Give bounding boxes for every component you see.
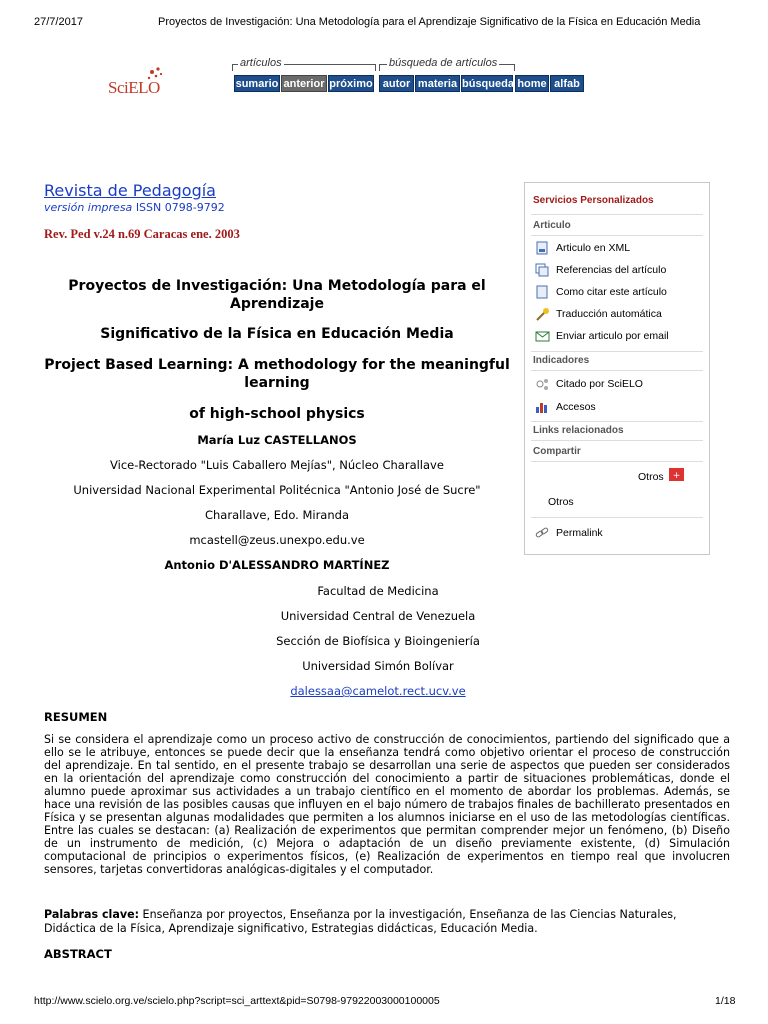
title-es-line2: Significativo de la Física en Educación Media (100, 326, 454, 342)
permalink-link[interactable] (535, 525, 603, 541)
nav-busqueda (379, 57, 585, 97)
autor-button[interactable]: autor (379, 75, 414, 92)
accesses-link[interactable] (535, 399, 596, 415)
references-link-label: Referencias del artículo (556, 264, 667, 276)
author-1-affiliation-2: Universidad Nacional Experimental Politécnica "Antonio José de Sucre" (73, 483, 481, 497)
compartir-section-label: Compartir (533, 446, 581, 457)
sidebar-divider (531, 370, 703, 371)
author-1-affiliation-1: Vice-Rectorado "Luis Caballero Mejías", Núcleo Charallave (110, 458, 444, 472)
cite-link-label: Como citar este artículo (556, 286, 667, 298)
share-addthis-icon[interactable] (669, 468, 684, 485)
share-others-label: Otros (638, 471, 664, 483)
author-2-affiliation-3: Sección de Biofísica y Bioingeniería (276, 634, 480, 648)
print-url: http://www.scielo.org.ve/scielo.php?script=sci_arttext&pid=S0798-97922003000100005 (34, 995, 440, 1007)
resumen-heading: RESUMEN (44, 710, 108, 724)
author-2-email-link[interactable]: dalessaa@camelot.rect.ucv.ve (290, 684, 466, 698)
sidebar-divider (531, 440, 703, 441)
xml-link[interactable] (535, 240, 630, 256)
sidebar-divider (531, 235, 703, 236)
bar-chart-icon (535, 400, 550, 414)
author-2-affiliation-4: Universidad Simón Bolívar (302, 659, 454, 673)
email-article-link-label: Enviar articulo por email (556, 330, 669, 342)
author-1: María Luz CASTELLANOS (197, 433, 357, 447)
print-page-title: Proyectos de Investigación: Una Metodología para el Aprendizaje Significativo de la Física en Educación Media (158, 16, 701, 28)
accesses-label: Accesos (556, 401, 596, 413)
services-heading: Servicios Personalizados (533, 195, 654, 206)
permalink-label: Permalink (556, 527, 603, 539)
alfab-button[interactable]: alfab (550, 75, 584, 92)
keywords-list: Enseñanza por proyectos, Enseñanza por la investigación, Enseñanza de las Ciencias Naturales, Didáctica de la Física, Aprendizaje significativo, Estrategias didácticas, Educación Media. (44, 908, 677, 935)
sidebar-divider (531, 517, 703, 518)
author-1-affiliation-3: Charallave, Edo. Miranda (204, 508, 349, 522)
articulo-section-label: Articulo (533, 220, 571, 231)
title-en-line1: Project Based Learning: A methodology for the meaningful learning (44, 357, 510, 391)
issue-citation: Rev. Ped v.24 n.69 Caracas ene. 2003 (44, 227, 240, 241)
svg-text:+: + (672, 471, 681, 481)
cite-link[interactable] (535, 284, 667, 300)
keywords (44, 908, 730, 935)
cited-by-label: Citado por SciELO (556, 378, 643, 390)
author-1-email: mcastell@zeus.unexpo.edu.ve (189, 533, 365, 547)
references-link[interactable] (535, 262, 666, 278)
links-section-label: Links relacionados (533, 425, 624, 436)
xml-document-icon (535, 241, 550, 255)
cited-by-icon (535, 377, 550, 391)
email-article-link[interactable] (535, 328, 669, 344)
cite-document-icon (535, 285, 550, 299)
title-en-line2: of high-school physics (189, 406, 365, 422)
proximo-button[interactable]: próximo (328, 75, 374, 92)
author-2-affiliation-2: Universidad Central de Venezuela (280, 609, 476, 623)
xml-link-label: Articulo en XML (556, 242, 631, 254)
translation-link[interactable] (535, 306, 662, 322)
author-2-affiliation-1: Facultad de Medicina (317, 584, 439, 598)
anterior-button[interactable]: anterior (281, 75, 327, 92)
share-others-link-2[interactable] (548, 496, 574, 508)
sidebar-divider (531, 421, 703, 422)
sidebar-divider (531, 214, 703, 215)
sidebar-divider (531, 461, 703, 462)
resumen-text: Si se considera el aprendizaje como un proceso activo de construcción de conocimientos, partiendo del significado que a ello se le atribuye, entonces se puede decir que la enseñanza tendrá como objetivo orientar el proceso de construcción del aprendizaje. En tal sentido, en el presente trabajo se desarrollan una serie de aspectos que pueden ser considerados en la orientación del aprendizaje como construcción del conocimiento a partir de situaciones problemáticas, donde el alumno puede aproximar sus actividades a un trabajo científico en el momento de abordar los problemas. Además, se hace una revisión de las posibles causas que influyen en el bajo número de trabajos finales de bachillerato presentados en Física y se presentan algunas modalidades que permiten a los alumnos iniciarse en el uso de las metodologías científicas. Entre las cuales se destacan: (a) Realización de experimentos que permitan comprender mejor un fenómeno, (b) Diseño de un instrumento de medición, (c) Mejora o adaptación de un diseño previamente existente, (d) Simulación computacional de principios o experimentos físicos, (e) Realización de experimentos en tiempo real que involucren sensores, tarjetas convertidoras analógicas-digitales y el computador. (44, 733, 730, 876)
indicadores-section-label: Indicadores (533, 355, 590, 366)
cited-by-link[interactable] (535, 376, 643, 392)
references-icon (535, 263, 550, 277)
version-label: versión impresa (44, 201, 133, 214)
sidebar-divider (531, 351, 703, 352)
home-button[interactable]: home (515, 75, 549, 92)
translation-link-label: Traducción automática (556, 308, 662, 320)
scielo-logo-text: SciELO (108, 78, 160, 97)
author-2: Antonio D'ALESSANDRO MARTÍNEZ (164, 558, 390, 572)
abstract-heading: ABSTRACT (44, 947, 112, 961)
chain-link-icon (535, 526, 550, 540)
keywords-label: Palabras clave: (44, 908, 140, 921)
translate-wand-icon (535, 307, 550, 321)
nav-busqueda-label: búsqueda de artículos (389, 57, 498, 69)
busqueda-button[interactable]: búsqueda (461, 75, 513, 92)
journal-title-link[interactable]: Revista de Pedagogía (44, 181, 216, 200)
nav-articulos-label: artículos (240, 57, 282, 69)
print-date: 27/7/2017 (34, 16, 83, 28)
sumario-button[interactable]: sumario (234, 75, 280, 92)
services-sidebar (524, 182, 710, 555)
nav-articulos (232, 57, 376, 97)
issn-value: ISSN 0798-9792 (135, 201, 225, 214)
email-icon (535, 329, 550, 343)
materia-button[interactable]: materia (415, 75, 460, 92)
title-es-line1: Proyectos de Investigación: Una Metodología para el Aprendizaje (68, 278, 486, 312)
share-others-label-2: Otros (548, 496, 574, 508)
scielo-logo[interactable] (108, 64, 168, 108)
journal-issn (44, 201, 225, 214)
print-page-number: 1/18 (715, 995, 736, 1007)
share-others-link[interactable] (638, 471, 664, 483)
